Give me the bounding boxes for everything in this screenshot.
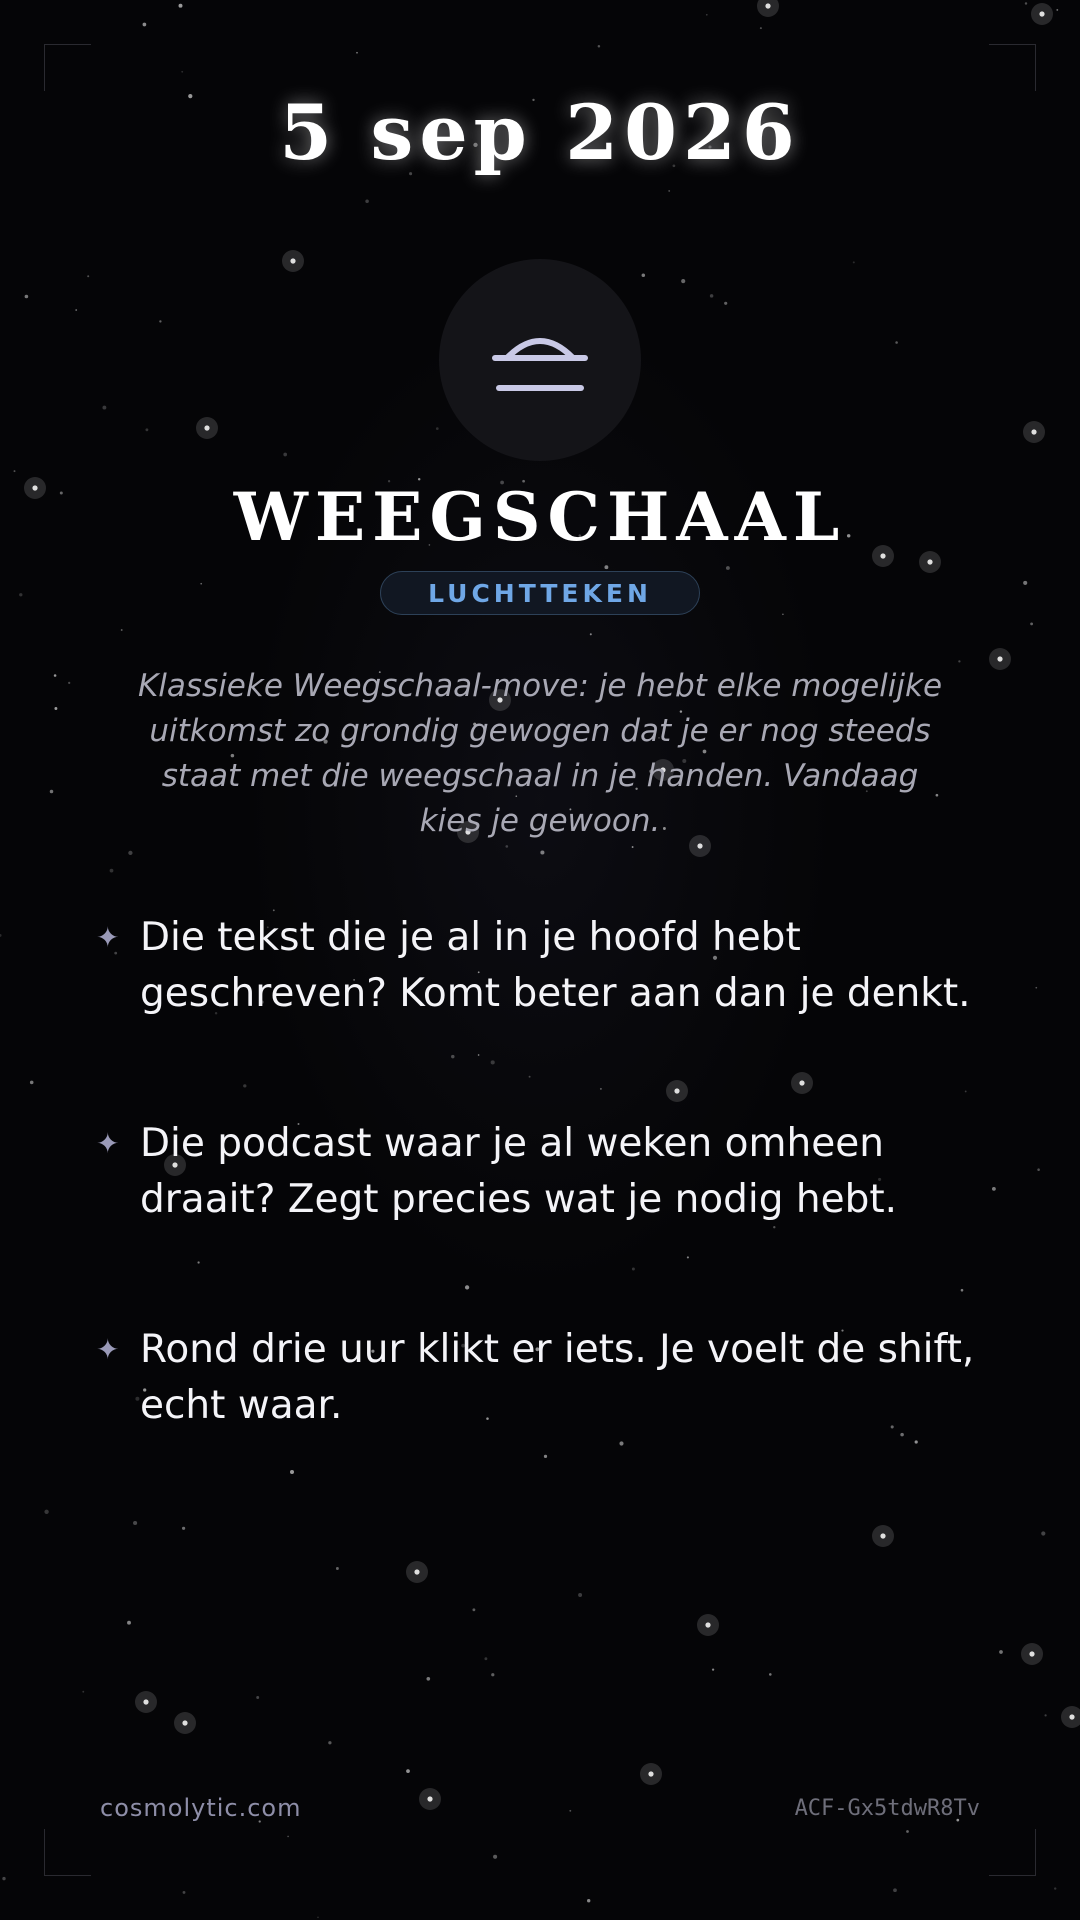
list-item <box>96 1116 1006 1228</box>
footer-code: ACF-Gx5tdwR8Tv <box>794 1796 980 1821</box>
horoscope-bullet-list <box>96 910 1006 1528</box>
sign-icon-circle <box>439 259 641 461</box>
bullet-text: Die podcast waar je al weken omheen draait? Zegt precies wat je nodig hebt. <box>140 1121 898 1222</box>
intro-text: Klassieke Weegschaal-move: je hebt elke mogelijke uitkomst zo grondig gewogen dat je er nog steeds staat met die weegschaal in je handen. Vandaag kies je gewoon. <box>137 668 943 839</box>
corner-frame-bottom-left <box>44 1829 91 1876</box>
footer-site-link[interactable]: cosmolytic.com <box>100 1794 302 1822</box>
sparkle-icon: ✦ <box>96 1127 120 1160</box>
bullet-text: Rond drie uur klikt er iets. Je voelt de shift, echt waar. <box>140 1327 975 1428</box>
list-item <box>96 910 1006 1022</box>
element-badge: LUCHTTEKEN <box>380 571 700 615</box>
corner-frame-top-left <box>44 44 91 91</box>
corner-frame-bottom-right <box>989 1829 1036 1876</box>
date-heading: 5 sep 2026 <box>279 88 801 177</box>
sign-name: WEEGSCHAAL <box>233 478 847 556</box>
libra-scale-icon <box>485 320 595 400</box>
sparkle-icon: ✦ <box>96 1333 120 1366</box>
corner-frame-top-right <box>989 44 1036 91</box>
sparkle-icon: ✦ <box>96 921 120 954</box>
bullet-text: Die tekst die je al in je hoofd hebt geschreven? Komt beter aan dan je denkt. <box>140 915 971 1016</box>
list-item <box>96 1322 1006 1434</box>
